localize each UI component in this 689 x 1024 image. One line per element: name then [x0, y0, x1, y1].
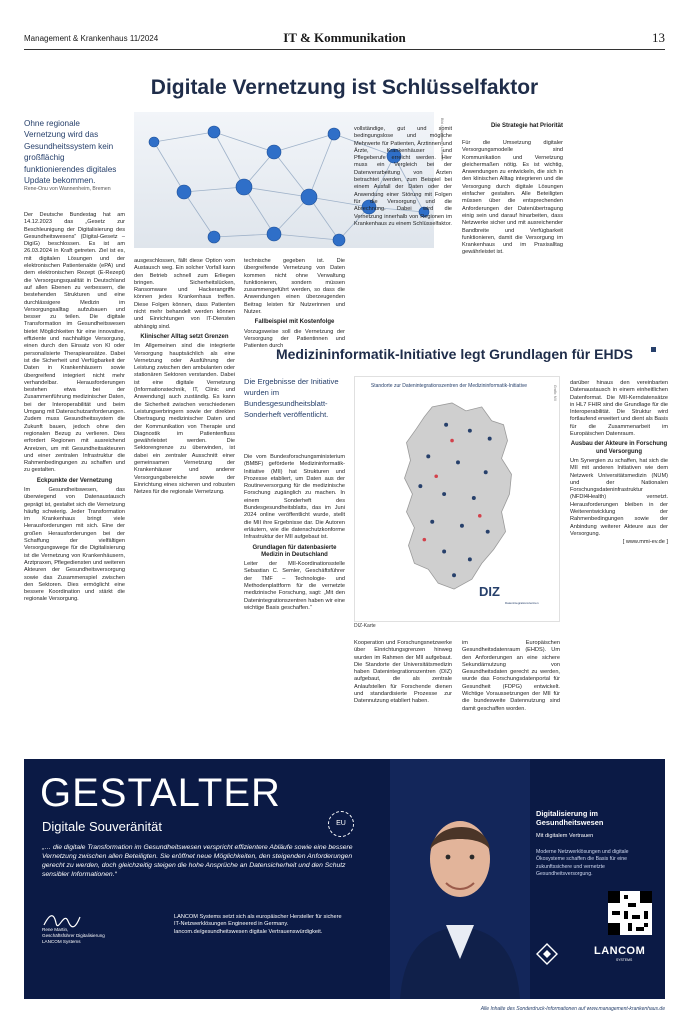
paragraph: Im Allgemeinen sind die integrierte Versorgung hauptsächlich als eine Vernetzung oder Ausführung der Leistung zwischen den ambulanten oder stationären Sektoren verstanden. Dabei ist eine digitale Vernetzung (Informationstechnik, IT, Clinic und Anwendung) auch zuständig. Es kann die Sicherheit zwischen verschiedenen Leistungserbringern sowie der direkten Übertragung medizinischer Daten und der Kommunikation von Therapie und Diagnostik im Patientenfluss gewährleistet werden. Die Sektorengrenze zu überwinden, ist dabei ein zentraler Ausschnitt einer gemeinsamen Vernetzung der Krankenhäuser und anderer Versorgungsbereiche sowie der Einrichtung eines sicheren und robusten Netzes für die regionale Vernetzung.: [134, 343, 235, 496]
subheading: Ausbau der Akteure in Forschung und Versorgung: [570, 441, 668, 455]
paragraph: vollständige, gut und somit bedingungslose und mögliche Mehrwerte für Patienten, Ärztinnen und Ärzte, Krankenhäuser und Pflegeberufe erreicht werden. Hier muss ein Vergleich bei der Datenverarbeitung von Ärzten betrachtet werden, zum Beispiel bei einem Ausfall der Daten oder der Anwendung einer Störung mit Folgen für die Versorgung und die Abrechnung. Dabei wird die Vernetzung innerhalb von Regionen im Krankenhaus zu einem Schlüsselfaktor.: [354, 126, 452, 227]
article2-column-2: [354, 640, 452, 760]
article-byline: Rene-Onu von Wannenheim, Bremen: [24, 186, 111, 192]
qr-code-graphic: [608, 891, 652, 935]
image-credit: Bild © Alexander Limbach: [440, 118, 444, 161]
page-number: 13: [652, 30, 665, 45]
article-column-3: [244, 258, 345, 354]
subheading: Die Strategie hat Priorität: [490, 123, 563, 129]
header-rule: [24, 49, 665, 50]
paragraph: Die vom Bundesforschungsministerium (BMBF) geförderte Medizininformatik-Initiative (MII) hat Strukturen und Prozesse etabliert, um Daten aus der Routineversorgung für die medizinische Forschung zugänglich zu machen. In einem Sonderheft des Bundesgesundheitsblatts, das im Juni 2024 online veröffentlicht wurde, stellt die MII ihre Ergebnisse dar. Die Autoren erläutern, wie die datenschutzkonforme Infrastruktur der MII aufgebaut ist.: [244, 454, 345, 541]
diz-logo: DIZ: [479, 584, 500, 599]
article2-intro: Die Ergebnisse der Initiative wurden im Bundesgesundheitsblatt-Sonderheft veröffentlicht.: [244, 377, 339, 419]
paragraph: Vorzugsweise soll die Vernetzung der Versorgung der Patientinnen und Patienten durch: [244, 328, 345, 350]
subheading: Grundlagen für datenbasierte Medizin in Deutschland: [252, 544, 337, 558]
article-column-4: [354, 126, 452, 354]
diz-map-figure: [354, 376, 560, 622]
article-column-1: [24, 212, 125, 760]
germany-map: [355, 377, 559, 621]
article-column-5: [462, 140, 563, 354]
ad-subtitle: Digitale Souveränität: [42, 819, 162, 834]
paragraph: Um Synergien zu schaffen, hat sich die MII mit anderen Initiativen wie dem Netzwerk Universitätsmedizin (NUM) und der Nationalen Forschungsdateninfrastruktur (NFDI4Health) vernetzt. Herausforderungen bleiben in der Weiterentwicklung der Rahmenbedingungen sowie der Anbindung weiterer Akteure aus der Versorgung.: [570, 457, 668, 537]
map-credit: Grafik: MII: [553, 385, 557, 401]
page-header: [24, 30, 665, 46]
map-title: Standorte zur Datenintegrationszentren der Medizininformatik-Initiative: [370, 383, 528, 389]
ad-title: GESTALTER: [40, 771, 281, 815]
person-photo: [390, 759, 530, 999]
ad-box-text: Moderne Netzwerklösungen und digitale Ökosysteme schaffen die Basis für eine zukunftssichere und vernetzte Gesundheitsversorgung.: [536, 849, 629, 878]
lancom-logo: LANCOM: [594, 945, 646, 957]
paragraph: Für die Umsetzung digitaler Versorgungsmodelle sind Kommunikation und Vernetzung gleichermaßen nötig. Es ist wichtig, Anwendungen zu entwickeln, die sich in den klinischen Alltag integrieren und die Versorgung durch digitale Lösungen einfacher gestalten. Alle Beteiligten müssen über die entsprechenden Anforderungen der Datenübertragung einig sein und darauf hinarbeiten, dass Netzwerke sicher und mit ausreichender Bandbreite und Verfügbarkeit funktionieren, damit die Versorgung im Krankenhaus und im Praxisalltag gewährleistet ist.: [462, 140, 563, 256]
map-caption: DIZ-Karte: [354, 623, 376, 629]
source-link[interactable]: [ www.mmi-ev.de ]: [622, 539, 668, 546]
article-column-2: [134, 258, 235, 760]
ad-blurb: LANCOM Systems setzt sich als europäischer Hersteller für sichere IT-Netzwerklösungen Engineered in Germany. lancom.de/gesundheitswesen digitale Vertrauenswürdigkeit.: [174, 914, 342, 935]
paragraph: Kooperation und Forschungsnetzwerke über Einrichtungsgrenzen hinweg wurden im Rahmen der MII aufgebaut. Die Standorte der Universitätsmedizin haben Datenintegrationszentren (DIZ) aufgebaut, die als zentrale Anlaufstellen für Forschende dienen und standardisierte Prozesse zur Datennutzung etabliert haben.: [354, 640, 452, 705]
paragraph: darüber hinaus den vereinbarten Datenaustausch in einem einheitlichen Datenformat. Die MII-Kerndatensätze in HL7 FHIR sind die Grundlage für die Interoperabilität. Die Struktur wird fortlaufend erweitert und dient als Basis für die Zusammenarbeit im Europäischen Datenraum.: [570, 380, 668, 438]
advertisement[interactable]: [24, 759, 665, 999]
article2-column-3: [462, 640, 560, 760]
article-title: Digitale Vernetzung ist Schlüsselfaktor: [150, 76, 539, 99]
lancom-diamond-icon: [536, 943, 558, 965]
article2-title: Medizininformatik-Initiative legt Grundlagen für EHDS: [275, 346, 634, 362]
subheading: Eckpunkte der Vernetzung: [36, 477, 113, 484]
article-intro: Ohne regionale Vernetzung wird das Gesundheitssystem kein großflächig funktionierendes digitales Update bekommen.: [24, 119, 117, 186]
ad-box-subtitle: Mit digitalem Vertrauen: [536, 833, 594, 839]
paragraph: technische gegeben ist. Die übergreifende Vernetzung von Daten kommen nicht ohne Verwaltung funktionieren, sondern müssen zusammengeführt werden, so dass die Anwendungen einen überzeugenden Beitrag leisten für Nutzerinnen und Nutzer.: [244, 258, 345, 316]
person-company: LANCOM Systems: [42, 939, 81, 944]
paragraph: ausgeschlossen, fällt diese Option vom Austausch weg. Ein solcher Vorfall kann den Betrieb schnell zum Erliegen bringen. Sicherheitslücken, Ransomware und Hackerangriffe können jedes Krankenhaus treffen. Diese Folgen können, dass Patienten nicht mehr behandelt werden können und Einrichtungen von IT-Diensten abhängig sind.: [134, 258, 235, 330]
paragraph: Im Gesundheitswesen, das überwiegend von Datenaustausch geprägt ist, gestaltet sich die Vernetzung häufig schwierig. Jeder Transformation im Krankenhaus bringt viele Herausforderungen mit sich. Eine der großen Herausforderungen bei der Schaffung der vielfältigen Versorgungswege für die Digitalisierung ist die Vernetzung von Krankenhäusern, Arztpraxen, Pflegediensten und weiteren Akteuren der Gesundheitsversorgung sowie das Zusammenspiel zwischen den Sektoren. Dies ermöglicht eine bessere Koordination und stärkt die regionale Versorgung.: [24, 486, 125, 603]
paragraph: im Europäischen Gesundheitsdatenraum (EHDS). Um den Anforderungen an eine sichere Sekundärnutzung von Gesundheitsdaten gerecht zu werden, wurde das Forschungsdatenportal für Gesundheit (FDPG) entwickelt. Wichtige Voraussetzungen der MII für die bundesweite Datennutzung sind damit geschaffen worden.: [462, 640, 560, 712]
section-title: IT & Kommunikation: [283, 30, 406, 45]
page-footer[interactable]: Alle Inhalte des Sonderdruck-Informationen auf www.management-krankenhaus.de: [480, 1006, 665, 1012]
portrait-illustration: [390, 759, 530, 999]
ad-person: [42, 927, 162, 945]
publication-label: Management & Krankenhaus 11/2024: [24, 34, 159, 43]
article2-column-4: [570, 380, 668, 760]
qr-code-icon[interactable]: [608, 891, 652, 935]
paragraph: Leiter der MII-Koordinationsstelle Sebastian C. Semler, Geschäftsführer der TMF – Technologie- und Methodenplattform für die vernetzte medizinische Forschung, sagt: „Mit den Datenintegrationszentren haben wir eine wichtige Basis geschaffen.“: [244, 561, 345, 611]
ad-box-title: Digitalisierung im Gesundheitswesen: [536, 809, 604, 827]
article2-column-1: [244, 454, 345, 760]
subheading: Fallbeispiel mit Kostenfolge: [254, 319, 335, 326]
diz-logo-sub: Datenintegrationszentren: [505, 601, 539, 605]
person-role: Geschäftsführer Digitalisierung: [42, 933, 105, 938]
paragraph: Der Deutsche Bundestag hat am 14.12.2023 das „Gesetz zur Beschleunigung der Digitalisierung des Gesundheitswesens“ (Digital-Gesetz – DigiG) beschlossen. Es ist am 26.03.2024 in Kraft getreten. Ziel ist es, mit digitalen Lösungen und der elektronischen Patientenakte (ePA) und dem elektronischen Rezept (E-Rezept) die Versorgungsqualität in Deutschland auf allen Ebenen zu verbessern, die bestehenden Strukturen und eine durchlässigere Medizin im Versorgungsalltag aufzubauen und besser zu teilen. Die digitale Transformation im Gesundheitswesen bietet Möglichkeiten für eine innovative, effiziente und nachhaltige Versorgung, einen durch den Einsatz von KI oder personalisierte Therapieansätze. Dabei ist die Sicherheit und Verfügbarkeit der Daten in Krankenhäusern sowie übergreifend integriert nicht mehr verhandelbar. Herausforderungen bestehen etwa bei der Zusammenführung medizinischer Daten, bei der Interoperabilität und beim Umgang mit Datenschutzanforderungen. Zudem muss Gesundheitssystem die Zukunft bauen, jedoch ohne den regionalen Bezug zu verlieren. Dies erfordert Regionen mit ausreichend Anreizen, um mit Gesundheitsakteuren und einer zentralen Infrastruktur die Rahmenbedingungen zu schaffen und zu gestalten.: [24, 212, 125, 474]
person-name: Rene Martin,: [42, 927, 69, 932]
ad-quote: „… die digitale Transformation im Gesundheitswesen verspricht effizientere Abläufe sowie eine bessere Vernetzung zwischen allen Beteiligten. Sie eröffnet neue Möglichkeiten, den steigenden Anforderungen gerecht zu werden, doch gleichzeitig steigen die hohe Ansprüche an Datensicherheit und den Schutz sensibler Informationen.“: [42, 844, 353, 878]
eu-stars-icon: EU: [328, 811, 354, 837]
subheading: Klinischer Alltag setzt Grenzen: [140, 333, 229, 340]
lancom-logo-sub: SYSTEMS: [616, 958, 633, 962]
